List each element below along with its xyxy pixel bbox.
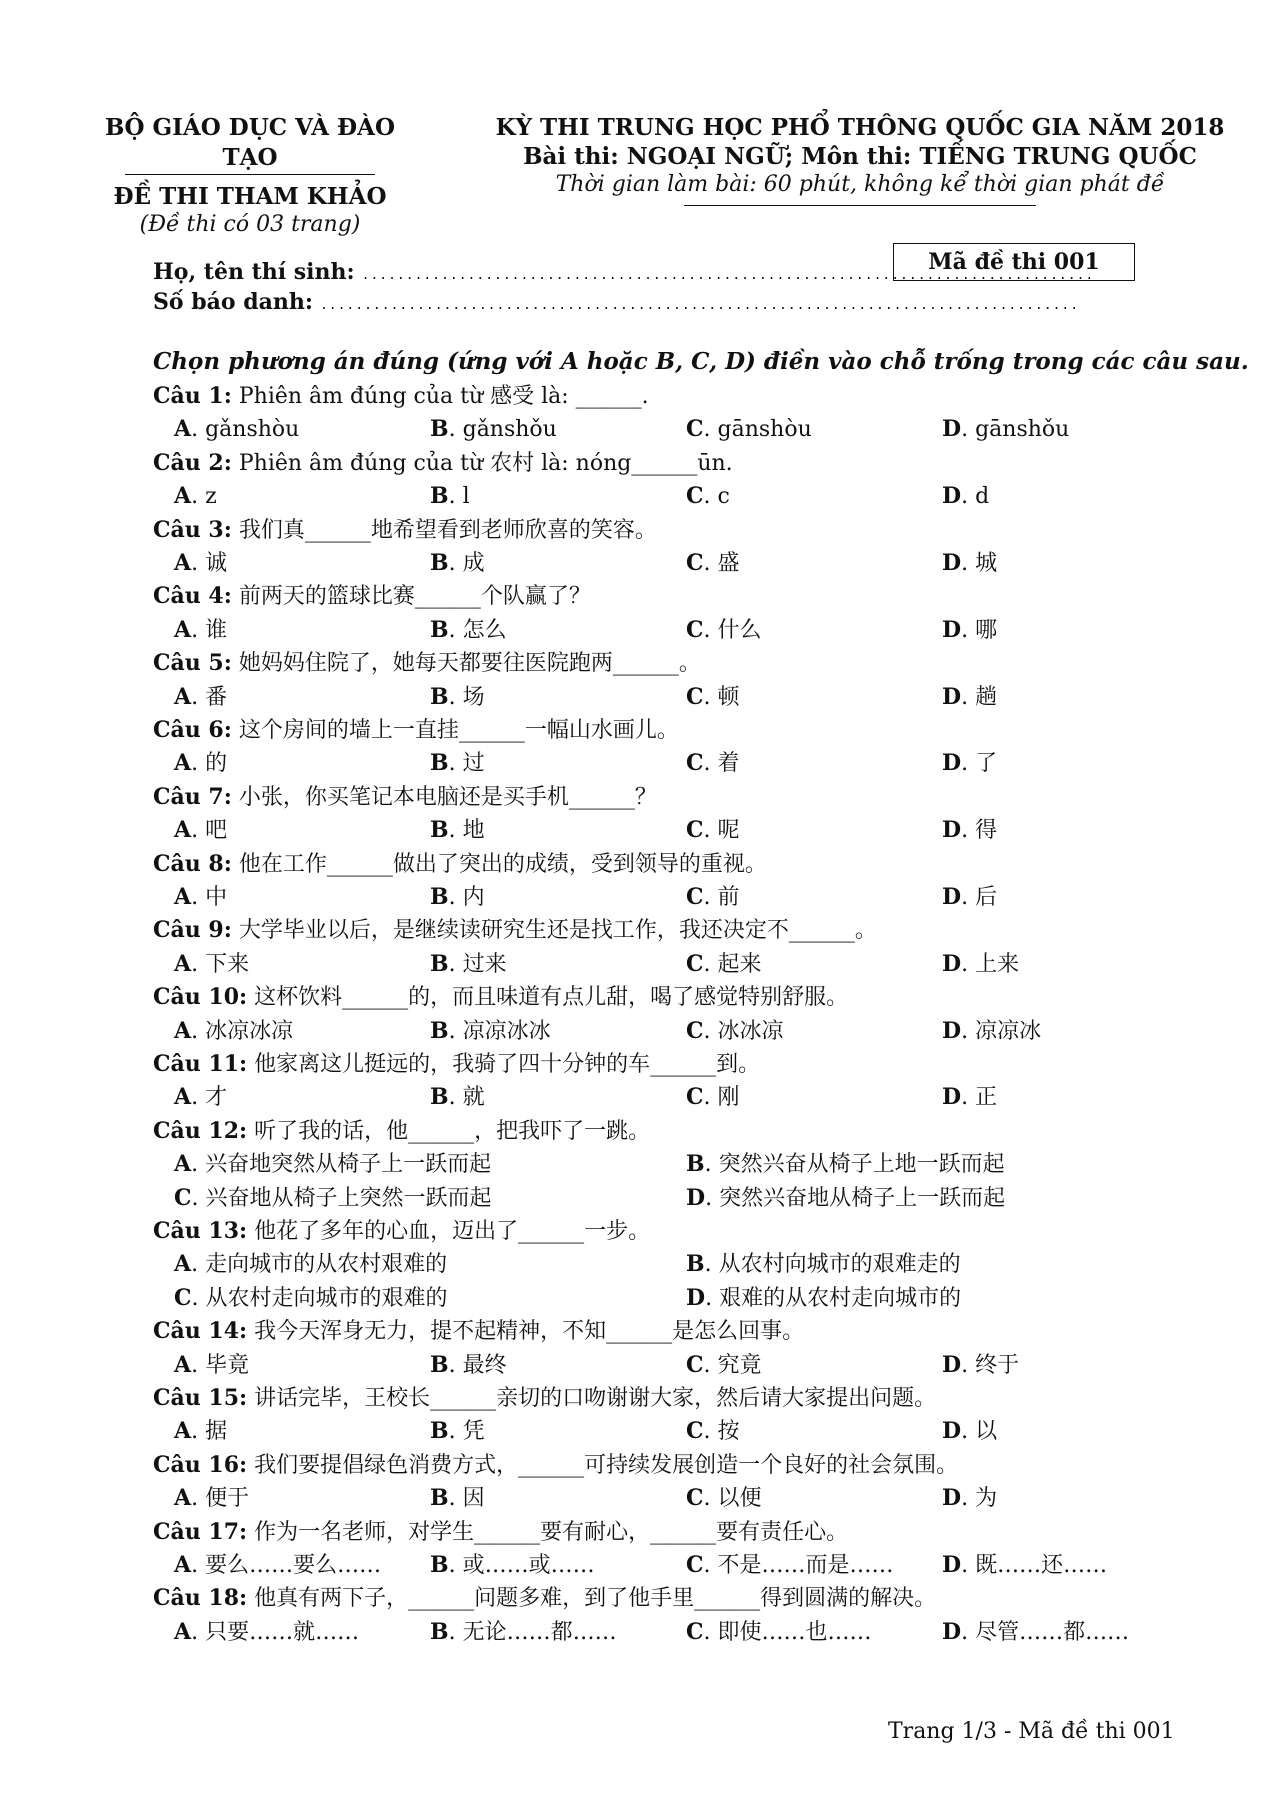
option-text: 下来 <box>205 951 250 977</box>
question-1 <box>153 380 649 413</box>
option-letter: B <box>430 483 449 510</box>
question-text: 我们要提倡绿色消费方式，______可持续发展创造一个良好的社会氛围。 <box>254 1452 959 1478</box>
question-label: Câu 16: <box>153 1451 248 1478</box>
option-letter: C <box>686 1485 704 1512</box>
question-12-option-a: A. 兴奋地突然从椅子上一跃而起 <box>174 1151 492 1178</box>
option-text: 刚 <box>717 1085 740 1111</box>
option-letter: A <box>174 884 192 910</box>
question-label: Câu 12: <box>153 1117 248 1144</box>
question-8 <box>153 848 767 881</box>
option-letter: A <box>174 483 192 510</box>
option-text: 艰难的从农村走向城市的 <box>719 1285 962 1311</box>
instruction: Chọn phương án đúng (ứng với A hoặc B, C, D) điền vào chỗ trống trong các câu sau. <box>153 348 1249 375</box>
option-text: 以 <box>975 1419 998 1445</box>
option-letter: A <box>174 1151 192 1178</box>
option-letter: B <box>686 1251 705 1278</box>
option-text: 据 <box>205 1419 228 1445</box>
option-letter: B <box>430 550 449 576</box>
question-4 <box>153 580 591 613</box>
option-letter: C <box>174 1184 192 1211</box>
question-10-option-c: C. 冰冰凉 <box>686 1017 784 1044</box>
option-letter: D <box>942 1084 962 1111</box>
question-16-option-b: B. 因 <box>430 1485 485 1512</box>
option-text: 成 <box>462 551 485 576</box>
option-letter: D <box>942 1418 962 1445</box>
question-8-option-b: B. 内 <box>430 884 485 910</box>
option-letter: B <box>430 416 449 443</box>
option-text: 便于 <box>205 1486 250 1512</box>
option-text: 兴奋地突然从椅子上一跃而起 <box>205 1152 492 1178</box>
question-7 <box>153 781 657 814</box>
question-13-option-c: C. 从农村走向城市的艰难的 <box>174 1284 448 1311</box>
question-2 <box>153 447 733 480</box>
option-text: 上来 <box>975 951 1020 977</box>
option-letter: C <box>686 817 704 844</box>
question-text: 他在工作______做出了突出的成绩，受到领导的重视。 <box>238 851 767 877</box>
question-9-option-a: A. 下来 <box>174 950 250 977</box>
option-text: 才 <box>205 1085 228 1111</box>
option-letter: D <box>942 1351 962 1378</box>
option-letter: A <box>174 950 192 977</box>
option-letter: D <box>942 1017 962 1044</box>
option-text: 趟 <box>975 684 998 710</box>
option-text: gānshòu <box>717 417 812 443</box>
question-6-option-b: B. 过 <box>430 750 485 777</box>
question-14-option-d: D. 终于 <box>942 1351 1020 1378</box>
question-label: Câu 8: <box>153 850 232 877</box>
question-14 <box>153 1315 804 1348</box>
option-letter: B <box>686 1151 705 1178</box>
option-text: z <box>205 484 217 510</box>
question-text: 她妈妈住院了，她每天都要往医院跑两______。 <box>238 651 701 677</box>
question-10-option-d: D. 凉凉冰 <box>942 1017 1042 1044</box>
candidate-id-label: Số báo danh: <box>153 289 313 315</box>
question-12-option-c: C. 兴奋地从椅子上突然一跃而起 <box>174 1184 492 1211</box>
question-text: 他真有两下子，______问题多难，到了他手里______得到圆满的解决。 <box>254 1586 937 1612</box>
question-1-option-c: C. gānshòu <box>686 416 812 443</box>
ministry-underline <box>125 174 375 175</box>
option-letter: A <box>174 1351 192 1378</box>
option-text: 冰凉冰凉 <box>205 1018 294 1044</box>
option-letter: B <box>430 616 449 643</box>
question-7-option-a: A. 吧 <box>174 817 228 844</box>
title-underline <box>684 205 1036 206</box>
header-right <box>480 113 1240 206</box>
option-text: 吧 <box>205 818 228 844</box>
question-9-option-b: B. 过来 <box>430 950 507 977</box>
option-letter: D <box>942 884 962 910</box>
question-13-option-b: B. 从农村向城市的艰难走的 <box>686 1251 961 1278</box>
question-17-option-a: A. 要么……要么…… <box>174 1552 382 1578</box>
option-letter: D <box>942 550 962 576</box>
question-8-option-a: A. 中 <box>174 884 228 910</box>
option-letter: C <box>686 884 704 910</box>
option-text: 突然兴奋从椅子上地一跃而起 <box>718 1152 1005 1178</box>
candidate-name-field: ................................................................................... <box>361 268 1095 283</box>
question-2-option-c: C. c <box>686 483 730 510</box>
question-label: Câu 15: <box>153 1385 248 1411</box>
option-text: 顿 <box>717 684 740 710</box>
option-text: 为 <box>975 1486 998 1512</box>
question-1-option-b: B. gǎnshǒu <box>430 416 557 443</box>
option-letter: C <box>686 550 704 576</box>
option-letter: B <box>430 683 449 710</box>
question-16-option-c: C. 以便 <box>686 1485 762 1512</box>
option-letter: D <box>942 1552 962 1578</box>
option-text: 既……还…… <box>975 1553 1108 1578</box>
question-text: Phiên âm đúng của từ 农村 là: nóng______ūn. <box>238 450 733 476</box>
question-4-option-a: A. 谁 <box>174 616 228 643</box>
option-text: c <box>717 484 730 510</box>
option-text: 以便 <box>717 1486 762 1512</box>
exam-title: KỲ THI TRUNG HỌC PHỔ THÔNG QUỐC GIA NĂM 2018 <box>495 114 1225 141</box>
option-text: 兴奋地从椅子上突然一跃而起 <box>205 1185 492 1211</box>
candidate-id-line <box>153 288 1079 320</box>
question-text: 大学毕业以后，是继续读研究生还是找工作，我还决定不______。 <box>238 918 877 944</box>
option-text: 内 <box>462 885 485 910</box>
question-text: 前两天的篮球比赛______个队赢了？ <box>238 584 591 610</box>
option-text: l <box>462 484 470 510</box>
option-text: 冰冰凉 <box>717 1018 784 1044</box>
question-2-option-a: A. z <box>174 483 217 510</box>
question-18-option-d: D. 尽管……都…… <box>942 1618 1130 1645</box>
option-text: gānshǒu <box>975 417 1070 443</box>
question-5-option-a: A. 番 <box>174 683 228 710</box>
question-label: Câu 18: <box>153 1585 248 1612</box>
option-text: 谁 <box>205 617 228 643</box>
option-text: 城 <box>975 551 998 576</box>
option-text: gǎnshǒu <box>462 417 557 443</box>
option-letter: C <box>686 416 704 443</box>
exam-code-box: Mã đề thi 001 <box>893 243 1135 281</box>
question-8-option-d: D. 后 <box>942 884 998 910</box>
option-text: 场 <box>462 684 485 710</box>
question-11-option-a: A. 才 <box>174 1084 228 1111</box>
question-label: Câu 17: <box>153 1518 248 1545</box>
question-18 <box>153 1582 936 1615</box>
option-text: 了 <box>975 751 998 777</box>
question-6-option-a: A. 的 <box>174 750 228 777</box>
option-text: 番 <box>205 684 228 710</box>
option-text: 凭 <box>462 1419 485 1445</box>
question-label: Câu 4: <box>153 583 232 610</box>
question-10-option-b: B. 凉凉冰冰 <box>430 1017 551 1044</box>
option-letter: A <box>174 416 192 443</box>
question-13-option-d: D. 艰难的从农村走向城市的 <box>686 1284 962 1311</box>
question-text: 听了我的话，他______，把我吓了一跳。 <box>254 1118 651 1144</box>
option-letter: C <box>686 683 704 710</box>
question-14-option-b: B. 最终 <box>430 1351 507 1378</box>
question-1-option-d: D. gānshǒu <box>942 416 1070 443</box>
option-text: 凉凉冰 <box>975 1018 1042 1044</box>
subject-line: Bài thi: NGOẠI NGỮ; Môn thi: TIẾNG TRUNG QUỐC <box>523 143 1197 170</box>
question-18-option-b: B. 无论……都…… <box>430 1618 617 1645</box>
option-text: 无论……都…… <box>462 1619 617 1645</box>
option-letter: D <box>942 1485 962 1512</box>
question-label: Câu 6: <box>153 717 232 743</box>
candidate-name-line <box>153 258 1094 290</box>
option-text: 的 <box>205 751 228 777</box>
question-10-option-a: A. 冰凉冰凉 <box>174 1017 294 1044</box>
candidate-id-field: ...................................................................................... <box>319 298 1080 313</box>
question-text: 我今天浑身无力，提不起精神，不知______是怎么回事。 <box>254 1319 805 1345</box>
question-6-option-c: C. 着 <box>686 750 740 777</box>
question-text: 小张，你买笔记本电脑还是买手机______？ <box>238 784 657 810</box>
option-letter: A <box>174 1084 192 1111</box>
question-9-option-c: C. 起来 <box>686 950 762 977</box>
question-13-option-a: A. 走向城市的从农村艰难的 <box>174 1251 448 1278</box>
question-2-option-d: D. d <box>942 483 990 510</box>
question-label: Câu 11: <box>153 1051 248 1077</box>
question-text: 我们真______地希望看到老师欣喜的笑容。 <box>238 517 657 543</box>
question-label: Câu 2: <box>153 449 232 476</box>
question-4-option-b: B. 怎么 <box>430 616 507 643</box>
question-5-option-d: D. 趟 <box>942 683 998 710</box>
option-text: 从农村走向城市的艰难的 <box>205 1285 448 1311</box>
question-1-option-a: A. gǎnshòu <box>174 416 300 443</box>
option-text: 尽管……都…… <box>975 1619 1130 1645</box>
question-3-option-c: C. 盛 <box>686 550 740 576</box>
option-text: 要么……要么…… <box>205 1553 382 1578</box>
option-letter: C <box>686 750 704 777</box>
question-18-option-a: A. 只要……就…… <box>174 1618 360 1645</box>
question-14-option-c: C. 究竟 <box>686 1351 762 1378</box>
question-label: Câu 3: <box>153 516 232 543</box>
question-12-option-b: B. 突然兴奋从椅子上地一跃而起 <box>686 1151 1005 1178</box>
question-text: 作为一名老师，对学生______要有耐心，______要有责任心。 <box>254 1519 849 1545</box>
option-text: 不是……而是…… <box>717 1553 894 1578</box>
option-text: 过来 <box>462 951 507 977</box>
option-letter: D <box>942 950 962 977</box>
question-7-option-c: C. 呢 <box>686 817 740 844</box>
option-text: 盛 <box>717 551 740 576</box>
question-4-option-c: C. 什么 <box>686 616 762 643</box>
question-11-option-c: C. 刚 <box>686 1084 740 1111</box>
option-text: 即使……也…… <box>717 1619 872 1645</box>
question-label: Câu 1: <box>153 383 232 409</box>
option-letter: A <box>174 750 192 777</box>
option-letter: B <box>430 1084 449 1111</box>
question-9-option-d: D. 上来 <box>942 950 1020 977</box>
option-letter: B <box>430 750 449 777</box>
option-letter: B <box>430 1485 449 1512</box>
option-text: 哪 <box>975 617 998 643</box>
question-11-option-b: B. 就 <box>430 1084 485 1111</box>
question-3-option-d: D. 城 <box>942 550 998 576</box>
question-label: Câu 9: <box>153 917 232 944</box>
question-17 <box>153 1516 848 1549</box>
option-letter: D <box>942 1618 962 1645</box>
option-text: 走向城市的从农村艰难的 <box>205 1252 448 1278</box>
question-text: Phiên âm đúng của từ 感受 là: ______. <box>238 384 649 409</box>
option-letter: A <box>174 1418 192 1445</box>
option-text: 因 <box>462 1486 485 1512</box>
question-7-option-b: B. 地 <box>430 817 485 844</box>
option-text: 着 <box>717 751 740 777</box>
question-5 <box>153 647 701 680</box>
option-letter: B <box>430 1351 449 1378</box>
option-letter: D <box>942 483 962 510</box>
option-text: gǎnshòu <box>205 417 300 443</box>
option-letter: A <box>174 1552 192 1578</box>
question-15 <box>153 1382 936 1415</box>
option-letter: C <box>686 1552 704 1578</box>
option-letter: D <box>942 616 962 643</box>
option-letter: D <box>942 817 962 844</box>
option-text: 毕竟 <box>205 1352 250 1378</box>
option-letter: B <box>430 1017 449 1044</box>
question-15-option-b: B. 凭 <box>430 1418 485 1445</box>
question-3-option-b: B. 成 <box>430 550 485 576</box>
option-text: 就 <box>462 1085 485 1111</box>
option-text: 得 <box>975 818 998 844</box>
question-15-option-a: A. 据 <box>174 1418 228 1445</box>
page-footer: Trang 1/3 - Mã đề thi 001 <box>888 1719 1175 1744</box>
option-letter: C <box>686 950 704 977</box>
option-letter: C <box>174 1284 192 1311</box>
option-letter: A <box>174 1251 192 1278</box>
option-letter: B <box>430 1552 449 1578</box>
option-letter: D <box>942 750 962 777</box>
option-letter: A <box>174 1485 192 1512</box>
question-12-option-d: D. 突然兴奋地从椅子上一跃而起 <box>686 1184 1006 1211</box>
option-letter: A <box>174 683 192 710</box>
question-16-option-a: A. 便于 <box>174 1485 250 1512</box>
option-text: d <box>975 484 990 510</box>
option-text: 只要……就…… <box>205 1619 360 1645</box>
option-letter: C <box>686 1084 704 1111</box>
question-text: 他家离这儿挺远的，我骑了四十分钟的车______到。 <box>254 1052 761 1077</box>
option-letter: B <box>430 1418 449 1445</box>
option-text: 什么 <box>717 617 762 643</box>
option-letter: B <box>430 950 449 977</box>
question-text: 这个房间的墙上一直挂______一幅山水画儿。 <box>238 718 679 743</box>
option-letter: C <box>686 1418 704 1445</box>
option-text: 呢 <box>717 818 740 844</box>
option-letter: C <box>686 1017 704 1044</box>
question-16-option-d: D. 为 <box>942 1485 998 1512</box>
option-text: 诚 <box>205 551 228 576</box>
question-10 <box>153 981 848 1014</box>
header-left <box>90 113 410 239</box>
option-text: 怎么 <box>462 617 507 643</box>
option-letter: A <box>174 1017 192 1044</box>
question-15-option-c: C. 按 <box>686 1418 740 1445</box>
question-3-option-a: A. 诚 <box>174 550 228 576</box>
option-text: 后 <box>975 885 998 910</box>
question-9 <box>153 914 877 947</box>
question-6 <box>153 714 679 747</box>
option-text: 究竟 <box>717 1352 762 1378</box>
option-letter: A <box>174 616 192 643</box>
candidate-name-label: Họ, tên thí sinh: <box>153 259 355 285</box>
question-label: Câu 13: <box>153 1218 248 1244</box>
question-17-option-c: C. 不是……而是…… <box>686 1552 894 1578</box>
question-5-option-c: C. 顿 <box>686 683 740 710</box>
question-text: 讲话完毕，王校长______亲切的口吻谢谢大家，然后请大家提出问题。 <box>254 1386 937 1411</box>
option-letter: C <box>686 1351 704 1378</box>
option-text: 按 <box>717 1419 740 1445</box>
page-count-note: (Đề thi có 03 trang) <box>139 212 361 237</box>
question-text: 他花了多年的心血，迈出了______一步。 <box>254 1219 651 1244</box>
question-label: Câu 14: <box>153 1318 248 1345</box>
question-14-option-a: A. 毕竟 <box>174 1351 250 1378</box>
option-letter: B <box>430 884 449 910</box>
question-3 <box>153 514 657 547</box>
time-note: Thời gian làm bài: 60 phút, không kể thời gian phát đề <box>555 172 1165 197</box>
option-text: 正 <box>975 1085 998 1111</box>
question-8-option-c: C. 前 <box>686 884 740 910</box>
question-5-option-b: B. 场 <box>430 683 485 710</box>
option-text: 中 <box>205 885 228 910</box>
option-letter: B <box>430 817 449 844</box>
option-text: 过 <box>462 751 485 777</box>
question-label: Câu 7: <box>153 783 232 810</box>
option-text: 地 <box>462 818 485 844</box>
option-letter: D <box>942 683 962 710</box>
question-17-option-d: D. 既……还…… <box>942 1552 1108 1578</box>
option-letter: A <box>174 550 192 576</box>
question-11-option-d: D. 正 <box>942 1084 998 1111</box>
option-text: 最终 <box>462 1352 507 1378</box>
option-letter: D <box>686 1184 706 1211</box>
question-7-option-d: D. 得 <box>942 817 998 844</box>
question-16 <box>153 1449 958 1482</box>
ministry-name: BỘ GIÁO DỤC VÀ ĐÀO TẠO <box>105 114 395 171</box>
option-letter: B <box>430 1618 449 1645</box>
option-letter: C <box>686 483 704 510</box>
exam-type: ĐỀ THI THAM KHẢO <box>113 183 387 210</box>
question-15-option-d: D. 以 <box>942 1418 998 1445</box>
question-6-option-d: D. 了 <box>942 750 998 777</box>
question-4-option-d: D. 哪 <box>942 616 998 643</box>
option-letter: C <box>686 616 704 643</box>
question-17-option-b: B. 或……或…… <box>430 1552 595 1578</box>
question-label: Câu 5: <box>153 650 232 677</box>
option-text: 终于 <box>975 1352 1020 1378</box>
option-letter: D <box>942 416 962 443</box>
option-letter: A <box>174 1618 192 1645</box>
question-13 <box>153 1215 650 1248</box>
option-letter: D <box>686 1284 706 1311</box>
option-text: 凉凉冰冰 <box>462 1018 551 1044</box>
question-text: 这杯饮料______的，而且味道有点儿甜，喝了感觉特别舒服。 <box>254 985 849 1011</box>
option-letter: C <box>686 1618 704 1645</box>
question-12 <box>153 1115 650 1148</box>
question-label: Câu 10: <box>153 984 248 1011</box>
option-text: 从农村向城市的艰难走的 <box>718 1252 961 1278</box>
option-letter: A <box>174 817 192 844</box>
option-text: 前 <box>717 885 740 910</box>
option-text: 起来 <box>717 951 762 977</box>
option-text: 或……或…… <box>462 1553 595 1578</box>
question-2-option-b: B. l <box>430 483 470 510</box>
question-18-option-c: C. 即使……也…… <box>686 1618 872 1645</box>
option-text: 突然兴奋地从椅子上一跃而起 <box>719 1185 1006 1211</box>
question-11 <box>153 1048 760 1081</box>
